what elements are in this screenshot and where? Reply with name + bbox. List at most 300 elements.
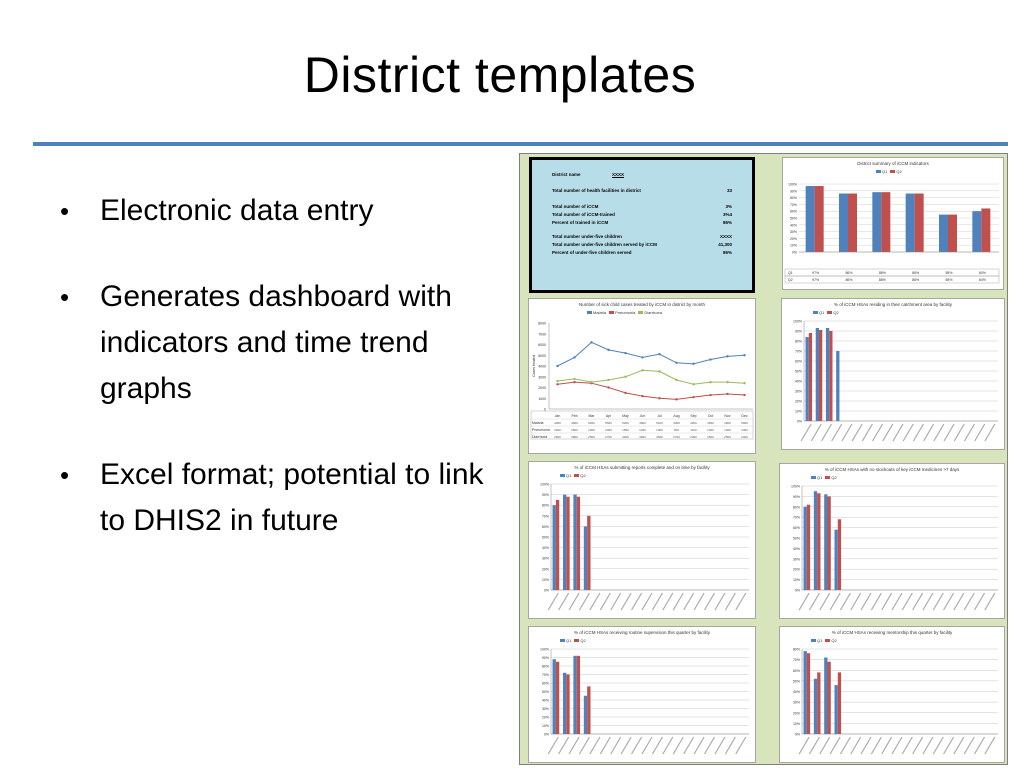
legend-label: Q2	[580, 473, 586, 478]
bullet-icon: •	[60, 282, 70, 312]
legend-label: Diarrhoea	[644, 310, 662, 315]
x-tick-label	[964, 737, 974, 754]
y-tick-label: 70%	[792, 658, 800, 663]
x-tick-label	[851, 593, 861, 610]
bar	[584, 696, 587, 734]
dashboard-image	[519, 153, 1008, 765]
x-tick-label: Aug	[673, 414, 680, 418]
legend-label: Q1	[817, 638, 823, 643]
x-tick-label	[600, 593, 610, 610]
table-cell: 86%	[912, 278, 920, 282]
series-line	[558, 342, 745, 366]
chart-legend	[808, 638, 837, 643]
data-point	[743, 382, 745, 384]
bullet-icon: •	[60, 196, 70, 226]
y-tick-label: 70%	[794, 349, 802, 354]
data-point	[641, 356, 643, 358]
x-tick-label	[559, 593, 569, 610]
x-tick-label	[902, 593, 912, 610]
x-tick-label	[548, 737, 558, 754]
x-tick-label	[559, 737, 569, 754]
legend-swatch	[890, 170, 895, 173]
x-tick-label	[652, 737, 662, 754]
x-tick-label: Dec	[741, 414, 748, 418]
bar	[915, 194, 924, 252]
x-tick-label	[871, 737, 881, 754]
x-tick-label	[663, 737, 673, 754]
bar	[587, 686, 590, 734]
table-cell: 2300	[554, 428, 561, 432]
x-tick-label: Mar	[588, 414, 595, 418]
data-point	[709, 381, 711, 383]
table-cell: 2700	[605, 435, 612, 439]
legend-swatch	[811, 639, 816, 642]
bar	[819, 330, 822, 421]
table-row-label: Diarrhoea	[532, 435, 548, 439]
bar	[577, 656, 580, 734]
chart-title: District summary of iCCM indicators	[857, 161, 929, 166]
data-point	[556, 380, 558, 382]
summary-label: Total number of iCCM-trained	[552, 212, 615, 217]
summary-row	[552, 204, 732, 209]
facility-bar-chart	[529, 645, 756, 763]
chart-title: % of iCCM HSAs submitting reports complete and on time by facility	[574, 465, 710, 470]
bar	[563, 673, 566, 734]
chart-legend	[584, 310, 662, 315]
summary-row	[552, 234, 732, 239]
x-tick-label	[893, 424, 903, 441]
summary-value: 3%4	[722, 212, 732, 217]
y-tick-label: 100%	[540, 647, 549, 652]
data-point	[726, 355, 728, 357]
summary-label: Total number of health facilities in district	[552, 188, 641, 193]
y-tick-label: 10%	[794, 409, 802, 414]
bullet-item	[58, 274, 508, 412]
data-point	[709, 358, 711, 360]
table-cell: 2500	[724, 435, 731, 439]
x-tick-label	[811, 424, 821, 441]
bar	[972, 211, 981, 252]
data-point	[641, 395, 643, 397]
data-point	[556, 383, 558, 385]
table-cell: 2700	[673, 435, 680, 439]
y-tick-label: 60%	[789, 209, 797, 214]
series-line	[558, 382, 745, 399]
y-tick-label: 50%	[789, 216, 797, 221]
bar	[826, 328, 829, 421]
y-tick-label: 30%	[792, 700, 800, 705]
y-tick-label: 0	[544, 407, 546, 412]
legend-swatch	[813, 311, 818, 314]
y-tick-label: 70%	[541, 673, 549, 677]
summary-value: 33	[726, 188, 732, 193]
bar	[827, 496, 830, 590]
y-tick-label: 70%	[541, 514, 549, 519]
bar	[563, 495, 566, 590]
table-cell: 2300	[690, 435, 697, 439]
bullet-item	[58, 452, 508, 544]
x-tick-label	[871, 593, 881, 610]
bullet-text: Generates dashboard with indicators and time trend graphs	[100, 280, 452, 405]
table-cell: 2400	[588, 428, 595, 432]
y-tick-label: 40%	[794, 379, 802, 384]
data-point	[692, 396, 694, 398]
table-cell: 86%	[912, 271, 920, 275]
bar	[806, 186, 815, 252]
summary-label: Total number under-five children	[552, 234, 622, 239]
data-point	[556, 365, 558, 367]
y-axis-label: Cases treated	[532, 355, 536, 377]
bar	[817, 493, 820, 590]
x-tick-label	[923, 593, 933, 610]
table-row-label: Q1	[788, 271, 793, 275]
bar	[807, 653, 810, 734]
x-tick-label	[705, 737, 715, 754]
bar	[806, 337, 809, 421]
x-tick-label	[842, 424, 852, 441]
y-tick-label: 90%	[792, 494, 800, 499]
y-tick-label: 100%	[793, 319, 802, 324]
x-tick-label	[852, 424, 862, 441]
y-tick-label: 80%	[541, 503, 549, 508]
legend-label: Pneumonia	[615, 310, 636, 315]
x-tick-label	[873, 424, 883, 441]
summary-row	[552, 250, 732, 255]
chart-title: % of iCCM HSAs receiving mentorship this quarter by facility	[831, 630, 953, 635]
x-tick-label	[882, 593, 892, 610]
x-tick-label	[548, 593, 558, 610]
x-tick-label	[933, 737, 943, 754]
data-point	[573, 356, 575, 358]
y-tick-label: 70%	[789, 202, 797, 207]
data-point	[726, 393, 728, 395]
bar	[838, 672, 841, 734]
summary-value: XXXX	[612, 172, 625, 177]
y-tick-label: 1000	[538, 396, 546, 401]
legend-swatch	[876, 170, 881, 173]
y-tick-label: 40%	[792, 690, 800, 694]
summary-label: Total number of iCCM	[552, 204, 599, 209]
bullet-text: Electronic data entry	[100, 194, 374, 227]
x-tick-label	[924, 424, 934, 441]
x-tick-label: Feb	[571, 414, 578, 418]
facility-bar-chart	[782, 317, 1005, 450]
y-tick-label: 0%	[791, 250, 797, 255]
x-tick-label	[725, 593, 735, 610]
legend-label: Q1	[819, 310, 825, 315]
bar	[839, 194, 848, 252]
y-tick-label: 80%	[792, 505, 800, 510]
bar	[829, 331, 832, 421]
x-tick-label	[934, 424, 944, 441]
y-tick-label: 0%	[543, 732, 549, 737]
x-tick-label	[663, 593, 673, 610]
y-tick-label: 40%	[789, 223, 797, 228]
bar	[824, 658, 827, 735]
x-tick-label: Oct	[707, 414, 714, 418]
x-tick-label	[694, 593, 704, 610]
bar	[814, 679, 817, 734]
x-tick-label	[861, 737, 871, 754]
x-tick-label	[579, 737, 589, 754]
x-tick-label	[882, 737, 892, 754]
x-tick-label: Apr	[605, 414, 612, 418]
table-cell: 4300	[673, 421, 680, 425]
data-point	[607, 379, 609, 381]
y-tick-label: 20%	[541, 567, 549, 572]
summary-value: XXXX	[719, 234, 732, 239]
bar	[848, 194, 857, 252]
table-cell: 6200	[588, 421, 595, 425]
x-tick-label	[611, 737, 621, 754]
legend-label: Q2	[833, 310, 839, 315]
chart-title: Number of sick child cases treated by iCCM in district by month	[578, 302, 706, 307]
data-point	[624, 376, 626, 378]
chart-title: % of iCCM HSAs residing in their catchment area by facility	[833, 302, 953, 307]
legend-label: Q2	[831, 475, 837, 480]
y-tick-label: 30%	[789, 230, 797, 235]
table-cell: 88%	[878, 271, 886, 275]
x-tick-label	[632, 737, 642, 754]
x-tick-label	[621, 593, 631, 610]
y-tick-label: 90%	[789, 189, 797, 194]
table-row-label: Q2	[788, 278, 793, 282]
summary-bar-chart	[783, 176, 1004, 290]
data-point	[658, 397, 660, 399]
y-tick-label: 10%	[792, 578, 800, 583]
y-tick-label: 100%	[791, 484, 800, 489]
bar	[948, 215, 957, 252]
facility-chart-panel	[779, 463, 1005, 619]
facility-bar-chart	[780, 482, 1005, 619]
summary-panel	[529, 157, 755, 293]
table-cell: 2800	[571, 435, 578, 439]
series-line	[558, 370, 745, 384]
data-point	[675, 362, 677, 364]
y-tick-label: 3000	[538, 375, 546, 380]
bar	[587, 516, 590, 590]
table-cell: 2500	[571, 428, 578, 432]
x-tick-label	[725, 737, 735, 754]
x-tick-label	[975, 737, 985, 754]
legend-label: Malaria	[593, 310, 607, 315]
x-tick-label: Nov	[724, 414, 731, 418]
y-tick-label: 0%	[794, 732, 800, 737]
x-tick-label	[913, 593, 923, 610]
x-tick-label	[944, 593, 954, 610]
summary-bar-chart-panel	[782, 157, 1004, 290]
table-cell: 2400	[741, 435, 748, 439]
x-tick-label	[736, 737, 746, 754]
summary-label: Percent of trained in iCCM	[552, 220, 609, 225]
data-point	[658, 370, 660, 372]
x-tick-label	[642, 593, 652, 610]
table-cell: 4900	[724, 421, 731, 425]
facility-chart-panel	[528, 461, 756, 619]
y-tick-label: 5000	[538, 353, 546, 358]
x-tick-label	[840, 593, 850, 610]
data-point	[658, 353, 660, 355]
data-point	[607, 386, 609, 388]
x-tick-label	[799, 593, 809, 610]
legend-swatch	[811, 476, 816, 479]
summary-row	[552, 242, 732, 247]
legend-swatch	[587, 311, 592, 314]
y-tick-label: 0%	[794, 588, 800, 593]
table-cell: 86%	[845, 278, 853, 282]
table-cell: 97%	[812, 271, 820, 275]
y-tick-label: 10%	[541, 724, 549, 728]
table-cell: 5500	[605, 421, 612, 425]
y-tick-label: 60%	[792, 526, 800, 531]
bar	[566, 497, 569, 590]
x-tick-label: May	[622, 414, 629, 418]
bar	[807, 505, 810, 590]
bar	[556, 500, 559, 590]
bar	[872, 192, 881, 252]
x-tick-label	[801, 424, 811, 441]
x-tick-label	[985, 424, 995, 441]
x-tick-label	[944, 737, 954, 754]
y-tick-label: 10%	[789, 243, 797, 248]
line-chart-panel	[528, 298, 756, 454]
bar	[804, 507, 807, 590]
table-cell: 1200	[639, 428, 646, 432]
y-tick-label: 20%	[541, 715, 549, 720]
y-tick-label: 90%	[541, 493, 549, 498]
title-divider	[33, 142, 1008, 146]
y-tick-label: 20%	[792, 711, 800, 716]
bar	[827, 662, 830, 734]
line-chart	[529, 317, 756, 454]
y-tick-label: 0%	[543, 588, 549, 593]
y-tick-label: 30%	[541, 707, 549, 711]
x-tick-label	[964, 593, 974, 610]
x-tick-label: Jan	[554, 414, 561, 418]
legend-label: Q1	[882, 169, 888, 174]
y-tick-label: 50%	[541, 690, 549, 694]
x-tick-label	[944, 424, 954, 441]
table-cell: 86%	[845, 271, 853, 275]
y-tick-label: 60%	[541, 524, 549, 529]
y-tick-label: 60%	[794, 359, 802, 364]
table-cell: 1000	[656, 428, 663, 432]
summary-row	[552, 220, 732, 225]
data-point	[709, 394, 711, 396]
x-tick-label	[590, 593, 600, 610]
legend-swatch	[560, 474, 565, 477]
legend-label: Q2	[580, 638, 586, 643]
y-tick-label: 80%	[792, 647, 800, 652]
table-cell: 2500	[588, 435, 595, 439]
y-tick-label: 20%	[789, 236, 797, 241]
bar	[577, 497, 580, 590]
x-tick-label	[705, 593, 715, 610]
data-point	[590, 341, 592, 343]
bullet-item	[58, 188, 508, 234]
bar	[824, 494, 827, 590]
bar	[834, 530, 837, 590]
bar	[814, 491, 817, 590]
x-tick-label	[913, 737, 923, 754]
x-tick-label	[600, 737, 610, 754]
bar	[881, 192, 890, 252]
x-tick-label	[809, 737, 819, 754]
y-tick-label: 30%	[541, 556, 549, 561]
x-tick-label	[652, 593, 662, 610]
table-cell: 5000	[741, 421, 748, 425]
bullet-list	[58, 188, 508, 584]
x-tick-label	[579, 593, 589, 610]
y-tick-label: 6000	[538, 343, 546, 347]
y-tick-label: 80%	[794, 339, 802, 344]
bar	[584, 526, 587, 590]
bar	[556, 662, 559, 734]
summary-row	[552, 172, 732, 177]
x-tick-label	[820, 737, 830, 754]
x-tick-label	[830, 593, 840, 610]
legend-label: Q2	[831, 638, 837, 643]
bar	[573, 495, 576, 590]
x-tick-label	[820, 593, 830, 610]
y-tick-label: 90%	[541, 656, 549, 660]
table-cell: 64%	[978, 278, 986, 282]
data-point	[573, 378, 575, 380]
data-point	[726, 381, 728, 383]
y-tick-label: 4000	[538, 364, 546, 369]
chart-legend	[557, 473, 586, 478]
data-point	[692, 383, 694, 385]
bar	[804, 651, 807, 734]
x-tick-label	[964, 424, 974, 441]
table-cell: 97%	[812, 278, 820, 282]
bar	[566, 675, 569, 735]
y-tick-label: 8000	[538, 321, 546, 326]
x-tick-label	[862, 424, 872, 441]
data-point	[743, 354, 745, 356]
y-tick-label: 0%	[796, 419, 802, 424]
x-tick-label	[684, 737, 694, 754]
y-tick-label: 80%	[789, 196, 797, 201]
table-cell: 3500	[656, 435, 663, 439]
summary-value: 86%	[722, 220, 732, 225]
chart-legend	[873, 169, 902, 174]
x-tick-label	[799, 737, 809, 754]
y-tick-label: 10%	[541, 577, 549, 582]
x-tick-label	[621, 737, 631, 754]
x-tick-label	[851, 737, 861, 754]
data-point	[675, 398, 677, 400]
summary-row	[552, 212, 732, 217]
y-tick-label: 90%	[794, 329, 802, 334]
legend-label: Q2	[896, 169, 902, 174]
x-tick-label	[933, 593, 943, 610]
data-point	[624, 352, 626, 354]
x-tick-label	[892, 737, 902, 754]
bar	[836, 351, 839, 421]
table-cell: 2600	[554, 435, 561, 439]
chart-title: % of iCCM HSAs with no stockouts of key iCCM medicines >7 days	[824, 467, 960, 472]
summary-label: Percent of under-five children served	[552, 250, 632, 255]
summary-label: District name	[552, 172, 581, 177]
legend-swatch	[609, 311, 614, 314]
y-tick-label: 40%	[792, 546, 800, 551]
table-cell: 88%	[878, 278, 886, 282]
data-point	[590, 381, 592, 383]
legend-label: Q1	[817, 475, 823, 480]
x-tick-label	[809, 593, 819, 610]
table-cell: 60%	[978, 271, 986, 275]
